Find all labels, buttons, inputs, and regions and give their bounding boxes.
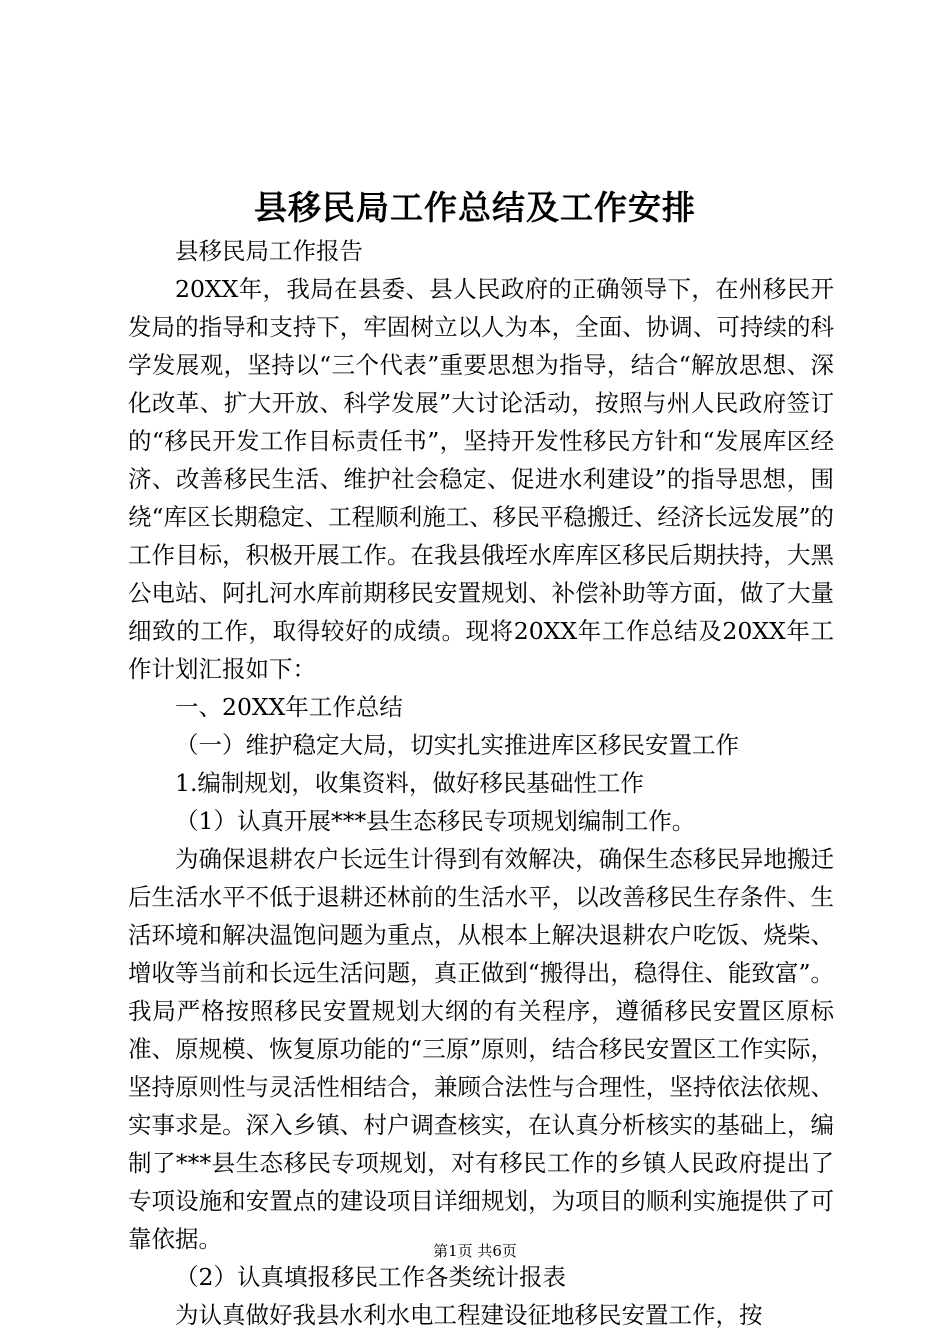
intro-paragraph: 20XX年，我局在县委、县人民政府的正确领导下，在州移民开发局的指导和支持下，牢固树立以人为本，全面、协调、可持续的科学发展观，坚持以“三个代表”重要思想为指导，结合“解放思想、深化改革、扩大开放、科学发展”大讨论活动，按照与州人民政府签订的“移民开发工作目标责任书”，坚持开发性移民方针和“发展库区经济、改善移民生活、维护社会稳定、促进水利建设”的指导思想，围绕“库区长期稳定、工程顺利施工、移民平稳搬迁、经济长远发展”的工作目标，积极开展工作。在我县俄垤水库库区移民后期扶持，大黑公电站、阿扎河水库前期移民安置规划、补偿补助等方面，做了大量细致的工作，取得较好的成绩。现将20XX年工作总结及20XX年工作计划汇报如下：: [128, 275, 834, 683]
report-subtitle: 县移民局工作报告: [175, 237, 363, 265]
page-footer: 第1页 共6页: [433, 1242, 517, 1260]
subitem-heading-2: （2）认真填报移民工作各类统计报表: [175, 1263, 566, 1291]
subitem-heading-1: （1）认真开展***县生态移民专项规划编制工作。: [175, 807, 696, 835]
subsection-heading-1: （一）维护稳定大局，切实扎实推进库区移民安置工作: [175, 731, 739, 759]
item-heading-1: 1.编制规划，收集资料，做好移民基础性工作: [175, 769, 644, 797]
document-body: [128, 232, 834, 1334]
body-paragraph-2: 为认真做好我县水利水电工程建设征地移民安置工作，按: [175, 1301, 763, 1329]
body-paragraph-1: 为确保退耕农户长远生计得到有效解决，确保生态移民异地搬迁后生活水平不低于退耕还林前的生活水平，以改善移民生存条件、生活环境和解决温饱问题为重点，从根本上解决退耕农户吃饭、烧柴、增收等当前和长远生活问题，真正做到“搬得出，稳得住、能致富”。我局严格按照移民安置规划大纲的有关程序，遵循移民安置区原标准、原规模、恢复原功能的“三原”原则，结合移民安置区工作实际，坚持原则性与灵活性相结合，兼顾合法性与合理性，坚持依法依规、实事求是。深入乡镇、村户调查核实，在认真分析核实的基础上，编制了***县生态移民专项规划，对有移民工作的乡镇人民政府提出了专项设施和安置点的建设项目详细规划，为项目的顺利实施提供了可靠依据。: [128, 845, 834, 1253]
section-heading-1: 一、20XX年工作总结: [175, 693, 403, 721]
document-title: 县移民局工作总结及工作安排: [254, 188, 696, 227]
